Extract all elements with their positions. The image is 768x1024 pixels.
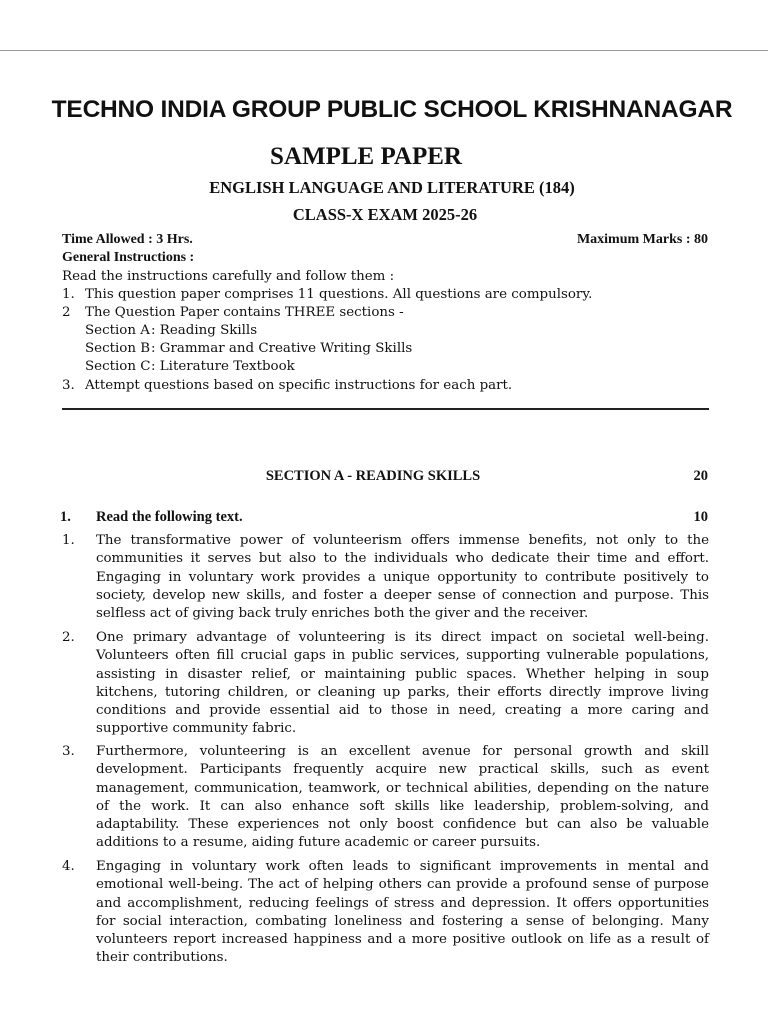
- section-description: : Reading Skills: [151, 323, 258, 338]
- instruction-item: [62, 304, 712, 322]
- instruction-number: 1.: [62, 287, 75, 302]
- subject-title: ENGLISH LANGUAGE AND LITERATURE (184): [209, 178, 575, 197]
- question-number: 1.: [60, 509, 71, 525]
- instruction-number: 3.: [62, 378, 75, 393]
- instruction-item: [62, 377, 712, 395]
- passage-paragraph: [62, 532, 709, 623]
- question-marks: 10: [693, 509, 708, 525]
- section-description: : Literature Textbook: [151, 359, 295, 374]
- time-allowed: Time Allowed : 3 Hrs.: [62, 232, 193, 247]
- paragraph-number: 2.: [62, 630, 75, 645]
- section-divider: [62, 408, 709, 410]
- instruction-item: [62, 286, 712, 304]
- section-a-marks: 20: [693, 468, 708, 484]
- instruction-text: This question paper comprises 11 questions. All questions are compulsory.: [85, 287, 593, 302]
- section-name: Section C: [85, 359, 151, 374]
- maximum-marks: Maximum Marks : 80: [576, 232, 708, 247]
- paragraph-text: Engaging in voluntary work often leads to significant improvements in mental and emotional well-being. The act of helping others can provide a profound sense of purpose and accomplishment, reducing feelings of stress and depression. It offers opportunities for social interaction, combating loneliness and fostering a sense of belonging. Many volunteers report increased happiness and a more positive outlook on life as a result of their contributions.: [96, 859, 709, 966]
- class-exam: CLASS-X EXAM 2025-26: [292, 205, 478, 224]
- paragraph-number: 4.: [62, 859, 75, 874]
- paragraph-number: 1.: [62, 533, 75, 548]
- general-instructions-heading: General Instructions :: [62, 250, 195, 265]
- paragraph-text: The transformative power of volunteerism offers immense benefits, not only to the communities it serves but also to the individuals who dedicate their time and effort. Engaging in voluntary work provides a unique opportunity to contribute positively to society, develop new skills, and foster a deeper sense of connection and purpose. This selfless act of giving back truly enriches both the giver and the receiver.: [96, 533, 709, 622]
- passage-paragraph: [62, 629, 709, 739]
- paper-title: SAMPLE PAPER: [270, 143, 462, 170]
- instruction-text: Attempt questions based on specific instructions for each part.: [85, 378, 513, 393]
- section-list-item: [85, 358, 735, 376]
- paragraph-text: Furthermore, volunteering is an excellent avenue for personal growth and skill development. Participants frequently acquire new practical skills, such as event management, communication, teamwork, or technical abilities, depending on the nature of the work. It can also enhance soft skills like leadership, problem-solving, and adaptability. These experiences not only boost confidence but can also be valuable additions to a resume, aiding future academic or career pursuits.: [96, 744, 709, 851]
- school-name: TECHNO INDIA GROUP PUBLIC SCHOOL KRISHNANAGAR: [51, 96, 733, 123]
- instruction-number: 2: [62, 305, 71, 320]
- section-description: : Grammar and Creative Writing Skills: [151, 341, 413, 356]
- instruction-text: The Question Paper contains THREE sections -: [85, 305, 404, 320]
- section-a-title: SECTION A - READING SKILLS: [265, 468, 481, 484]
- section-list-item: [85, 340, 735, 358]
- section-name: Section B: [85, 341, 151, 356]
- passage-paragraph: [62, 743, 709, 853]
- top-divider: [0, 50, 768, 51]
- section-list-item: [85, 322, 735, 340]
- question-text: Read the following text.: [96, 509, 243, 525]
- paragraph-text: One primary advantage of volunteering is its direct impact on societal well-being. Volunteers often fill crucial gaps in public services, supporting vulnerable populations, assisting in disaster relief, or maintaining public spaces. Whether helping in soup kitchens, tutoring children, or cleaning up parks, their efforts directly improve living conditions and provide essential aid to those in need, creating a more caring and supportive community fabric.: [96, 630, 709, 737]
- paragraph-number: 3.: [62, 744, 75, 759]
- passage-paragraph: [62, 858, 709, 968]
- instructions-intro: Read the instructions carefully and follow them :: [62, 269, 395, 284]
- section-name: Section A: [85, 323, 150, 338]
